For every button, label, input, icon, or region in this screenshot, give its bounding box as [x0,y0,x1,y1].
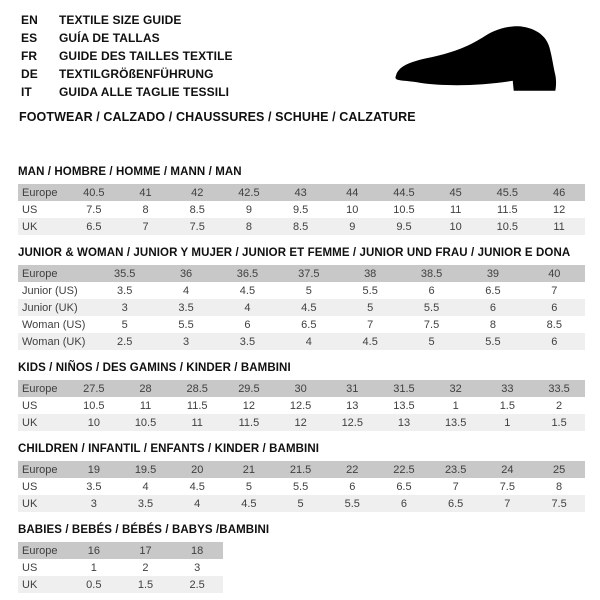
size-cell: 4.5 [223,495,275,512]
table-row [18,218,585,235]
table-row [18,576,223,593]
size-cell: 44 [326,184,378,201]
language-title: TEXTILE SIZE GUIDE [59,13,182,27]
size-cell: 13.5 [393,399,415,412]
size-cell: 10.5 [482,218,534,235]
table-row [18,478,585,495]
row-label-cell: US [22,399,38,412]
size-cell: 13.5 [430,414,482,431]
size-cell: 12.5 [289,399,312,412]
size-cell: 21.5 [275,461,327,478]
size-cell: 28.5 [171,380,223,397]
size-cell: 13 [346,399,359,412]
size-cell: 22 [326,461,378,478]
size-cell: 9.5 [292,203,309,216]
language-code: FR [21,49,38,63]
size-cell: 6.5 [301,318,317,331]
size-cell: 11 [449,203,462,216]
language-row [21,47,233,65]
size-cell: 43 [275,184,327,201]
table-row [18,380,585,397]
table-row [18,184,585,201]
size-cell: 3.5 [155,299,216,316]
size-cell: 4 [217,299,278,316]
size-cell: 38 [340,265,401,282]
size-cell: 13 [378,414,430,431]
size-cell: 31 [326,380,378,397]
size-cell: 29.5 [223,380,275,397]
size-cell: 8 [556,480,563,493]
size-cell: 2 [556,399,563,412]
size-cell: 3.5 [117,284,133,297]
language-code: ES [21,31,38,45]
size-cell: 3 [194,561,201,574]
size-cell: 7 [452,480,459,493]
size-cell: 12 [275,414,327,431]
size-cell: 6 [428,284,435,297]
size-cell: 1.5 [120,576,172,593]
size-cell: 8 [489,318,496,331]
size-cell: 4.5 [239,284,256,297]
size-cell: 11.5 [497,203,518,216]
size-cell: 9 [326,218,378,235]
size-cell: 4 [142,480,149,493]
row-label-cell: Europe [18,265,94,282]
language-title: GUIDA ALLE TAGLIE TESSILI [59,85,230,99]
section-title: MAN / HOMBRE / HOMME / MANN / MAN [18,166,242,178]
size-cell: 3 [94,299,155,316]
section-title: CHILDREN / INFANTIL / ENFANTS / KINDER / BAMBINI [18,443,320,455]
size-cell: 6.5 [396,480,412,493]
size-cell: 20 [171,461,223,478]
size-section-man [18,166,585,235]
size-cell: 6 [349,480,356,493]
size-cell: 32 [430,380,482,397]
size-cell: 19.5 [120,461,172,478]
size-cell: 31.5 [378,380,430,397]
row-label-cell: Europe [18,380,68,397]
size-cell: 18 [171,542,223,559]
size-cell: 5.5 [326,495,378,512]
dress-shoe-icon [388,18,586,102]
size-cell: 24 [482,461,534,478]
section-title: JUNIOR & WOMAN / JUNIOR Y MUJER / JUNIOR ET FEMME / JUNIOR UND FRAU / JUNIOR E DONA [18,247,571,259]
row-label-cell: Europe [18,184,68,201]
size-cell: 45.5 [482,184,534,201]
size-cell: 7.5 [499,480,515,493]
size-cell: 36 [155,265,216,282]
size-table-babies [18,542,223,593]
size-cell: 40 [524,265,585,282]
table-row [18,299,585,316]
row-label-cell: UK [18,414,68,431]
size-cell: 3 [155,333,216,350]
size-cell: 5 [121,318,128,331]
size-cell: 33 [482,380,534,397]
size-cell: 1.5 [499,399,515,412]
size-section-kids [18,362,585,431]
row-label-cell: Junior (US) [22,284,78,297]
size-cell: 41 [120,184,172,201]
size-table-kids [18,380,585,431]
size-cell: 1 [90,561,97,574]
size-cell: 10 [68,414,120,431]
size-section-children [18,443,585,512]
size-cell: 5 [401,333,462,350]
section-title: KIDS / NIÑOS / DES GAMINS / KINDER / BAMBINI [18,362,291,374]
language-title: TEXTILGRÖßENFÜHRUNG [59,67,214,81]
size-cell: 42 [171,184,223,201]
row-label-cell: UK [18,218,68,235]
size-cell: 38.5 [401,265,462,282]
size-cell: 10.5 [120,414,172,431]
size-cell: 8.5 [189,203,205,216]
size-cell: 8.5 [546,318,562,331]
size-cell: 3.5 [120,495,172,512]
size-cell: 7 [120,218,172,235]
row-label-cell: Europe [18,461,68,478]
language-row [21,11,233,29]
size-cell: 6 [378,495,430,512]
size-cell: 4.5 [278,299,339,316]
size-cell: 2 [142,561,149,574]
language-title: GUIDE DES TAILLES TEXTILE [59,49,233,63]
table-row [18,559,223,576]
size-cell: 45 [430,184,482,201]
size-cell: 11.5 [223,414,275,431]
size-cell: 6.5 [485,284,501,297]
size-cell: 4 [171,495,223,512]
size-cell: 46 [533,184,585,201]
language-code: EN [21,13,38,27]
size-cell: 5 [305,284,312,297]
row-label-cell: Woman (US) [22,318,86,331]
size-cell: 2.5 [171,576,223,593]
size-cell: 5.5 [462,333,523,350]
language-row [21,83,233,101]
table-row [18,542,223,559]
size-cell: 0.5 [68,576,120,593]
size-cell: 21 [223,461,275,478]
table-row [18,265,585,282]
table-row [18,397,585,414]
language-code: IT [21,85,32,99]
size-cell: 4.5 [340,333,401,350]
section-title: BABIES / BEBÉS / BÉBÉS / BABYS /BAMBINI [18,524,270,536]
size-cell: 7.5 [533,495,585,512]
size-cell: 39 [462,265,523,282]
size-cell: 5.5 [362,284,378,297]
size-cell: 37.5 [278,265,339,282]
size-cell: 3 [68,495,120,512]
size-cell: 4 [278,333,339,350]
table-row [18,461,585,478]
size-cell: 6 [244,318,251,331]
size-cell: 23.5 [430,461,482,478]
size-cell: 9.5 [378,218,430,235]
size-cell: 5.5 [401,299,462,316]
size-cell: 40.5 [68,184,120,201]
table-row [18,414,585,431]
size-cell: 7 [367,318,374,331]
size-cell: 22.5 [378,461,430,478]
row-label-cell: US [22,561,38,574]
size-tables [18,166,585,600]
size-cell: 11 [533,218,585,235]
size-section-junior-woman [18,247,585,350]
size-cell: 27.5 [68,380,120,397]
size-cell: 10 [346,203,359,216]
row-label-cell: Woman (UK) [18,333,94,350]
row-label-cell: Junior (UK) [18,299,94,316]
table-row [18,282,585,299]
size-cell: 30 [275,380,327,397]
size-cell: 5 [245,480,252,493]
size-cell: 1.5 [533,414,585,431]
size-cell: 10.5 [393,203,415,216]
size-cell: 4 [183,284,190,297]
language-row [21,29,233,47]
size-cell: 4.5 [189,480,205,493]
size-cell: 5.5 [292,480,309,493]
size-cell: 33.5 [533,380,585,397]
size-cell: 11.5 [186,399,208,412]
size-cell: 35.5 [94,265,155,282]
size-table-children [18,461,585,512]
language-row [21,65,233,83]
size-cell: 8.5 [275,218,327,235]
size-cell: 3.5 [217,333,278,350]
size-cell: 25 [533,461,585,478]
size-cell: 36.5 [217,265,278,282]
row-label-cell: UK [18,495,68,512]
size-cell: 6 [524,333,585,350]
row-label-cell: UK [18,576,68,593]
row-label-cell: Europe [18,542,68,559]
size-cell: 10 [430,218,482,235]
size-cell: 19 [68,461,120,478]
row-label-cell: US [22,480,38,493]
size-cell: 12 [242,399,256,412]
size-cell: 16 [68,542,120,559]
size-cell: 5 [275,495,327,512]
size-cell: 5 [340,299,401,316]
size-cell: 1 [452,399,459,412]
size-cell: 6 [524,299,585,316]
size-cell: 7 [551,284,558,297]
size-cell: 6.5 [68,218,120,235]
language-title: GUÍA DE TALLAS [59,31,160,45]
language-code: DE [21,67,38,81]
size-cell: 7.5 [423,318,440,331]
row-label-cell: US [22,203,38,216]
size-cell: 7.5 [86,203,102,216]
size-cell: 2.5 [94,333,155,350]
language-title-block [21,11,233,101]
size-cell: 42.5 [223,184,275,201]
size-cell: 12.5 [326,414,378,431]
size-table-junior-woman [18,265,585,350]
size-cell: 3.5 [86,480,102,493]
size-cell: 9 [245,203,252,216]
size-cell: 6.5 [430,495,482,512]
table-row [18,316,585,333]
size-cell: 5.5 [178,318,194,331]
table-row [18,333,585,350]
size-table-man [18,184,585,235]
size-cell: 11 [139,399,152,412]
size-cell: 17 [120,542,172,559]
size-cell: 44.5 [378,184,430,201]
size-cell: 10.5 [83,399,105,412]
size-cell: 7.5 [171,218,223,235]
size-cell: 7 [482,495,534,512]
size-cell: 12 [552,203,566,216]
table-row [18,495,585,512]
size-cell: 11 [171,414,223,431]
size-cell: 28 [120,380,172,397]
table-row [18,201,585,218]
size-section-babies [18,524,585,593]
size-cell: 8 [142,203,149,216]
category-heading: FOOTWEAR / CALZADO / CHAUSSURES / SCHUHE / CALZATURE [19,110,416,124]
size-cell: 6 [462,299,523,316]
size-cell: 1 [482,414,534,431]
size-cell: 8 [223,218,275,235]
